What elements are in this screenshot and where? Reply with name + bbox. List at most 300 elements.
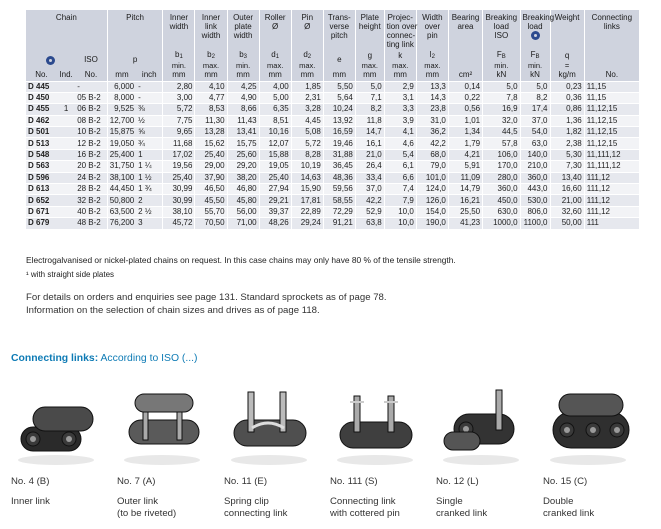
table-cell: 7,75 [163, 115, 195, 126]
table-cell: 15,88 [259, 149, 291, 160]
connecting-link-image [11, 372, 111, 472]
table-cell: D 596 [26, 172, 57, 183]
table-cell: 30,99 [163, 184, 195, 195]
table-cell: 36,45 [323, 161, 355, 172]
table-cell: 124,0 [416, 184, 448, 195]
table-cell: 63,500 [107, 206, 136, 217]
table-cell: 56,00 [227, 206, 259, 217]
table-cell: 25,50 [448, 206, 482, 217]
table-cell: 79,0 [416, 161, 448, 172]
table-cell: 0,56 [448, 104, 482, 115]
header-chain: Chain [26, 10, 107, 51]
table-cell: 106,0 [483, 149, 520, 160]
table-cell: 1000,0 [483, 218, 520, 229]
connecting-link-image [117, 372, 217, 472]
table-cell: 7,9 [384, 195, 416, 206]
table-cell: 11,43 [227, 115, 259, 126]
table-cell: 15,90 [291, 184, 323, 195]
table-cell: 48 B-2 [75, 218, 107, 229]
table-cell: 7,30 [550, 161, 584, 172]
table-cell: 58,55 [323, 195, 355, 206]
header-transverse-pitch: Trans- verse pitch [323, 10, 355, 51]
connecting-link-number: No. 12 (L) [436, 476, 479, 487]
connecting-link-image [330, 372, 430, 472]
table-cell: D 501 [26, 127, 57, 138]
table-cell: 4,6 [384, 138, 416, 149]
table-cell: 44,450 [107, 184, 136, 195]
table-cell: 111,12 [584, 184, 639, 195]
table-cell [57, 161, 75, 172]
connecting-link-number: No. 7 (A) [117, 476, 156, 487]
table-cell: 4,10 [195, 81, 227, 92]
table-cell: 26,4 [355, 161, 384, 172]
connecting-link-number: No. 4 (B) [11, 476, 50, 487]
table-cell: 42,2 [416, 138, 448, 149]
table-cell: 190,0 [416, 218, 448, 229]
table-cell: 1100,0 [520, 218, 550, 229]
table-row [26, 149, 639, 160]
unit-cell: mm [416, 70, 448, 82]
table-cell: 10 B-2 [75, 127, 107, 138]
table-cell: 11,12,15 [584, 115, 639, 126]
table-cell [57, 92, 75, 103]
table-cell: 14,7 [355, 127, 384, 138]
unit-cell: kN [483, 70, 520, 82]
table-cell: 31,750 [107, 161, 136, 172]
table-cell: 71,00 [227, 218, 259, 229]
header-inner-width: Inner width [163, 10, 195, 51]
table-cell: 31,88 [323, 149, 355, 160]
header-width-over-pin: Width over pin [416, 10, 448, 51]
unit-cell: mm [291, 70, 323, 82]
table-cell: D 671 [26, 206, 57, 217]
unit-cell: mm [227, 70, 259, 82]
table-cell: 17,4 [520, 104, 550, 115]
header-pin: Pin Ø [291, 10, 323, 51]
table-cell [57, 115, 75, 126]
table-cell: 111,12 [584, 206, 639, 217]
table-cell: 37,0 [355, 184, 384, 195]
header-inner-link-width: Inner link width [195, 10, 227, 51]
table-cell [57, 218, 75, 229]
table-cell: 1,79 [448, 138, 482, 149]
table-cell: 7,1 [355, 92, 384, 103]
table-cell: 4,77 [195, 92, 227, 103]
table-cell: D 450 [26, 92, 57, 103]
table-cell: 1 [57, 104, 75, 115]
table-cell: 2,80 [163, 81, 195, 92]
table-cell: 19,050 [107, 138, 136, 149]
table-body [26, 81, 639, 229]
table-cell: 8,53 [195, 104, 227, 115]
table-cell: 4,45 [291, 115, 323, 126]
table-cell: 5,4 [384, 149, 416, 160]
connecting-link-image [436, 372, 536, 472]
unit-cell: cm² [448, 70, 482, 82]
table-cell: 45,80 [227, 195, 259, 206]
table-cell: 50,800 [107, 195, 136, 206]
table-cell: 42,2 [355, 195, 384, 206]
table-row [26, 81, 639, 92]
table-cell: 5,91 [448, 161, 482, 172]
table-cell: 3,1 [384, 92, 416, 103]
table-cell: 5,30 [550, 149, 584, 160]
table-cell: 111,12 [584, 195, 639, 206]
table-cell: 1 ¾ [136, 184, 163, 195]
table-cell: 10,0 [384, 206, 416, 217]
connecting-link-image [224, 372, 324, 472]
table-cell: 1,36 [550, 115, 584, 126]
table-cell: 29,21 [259, 195, 291, 206]
table-row [26, 184, 639, 195]
table-cell: 13,40 [550, 172, 584, 183]
header-breaking-load-iso: Breaking load ISO [483, 10, 520, 51]
table-cell: 32,60 [550, 206, 584, 217]
table-row [26, 104, 639, 115]
table-cell: 11,30 [195, 115, 227, 126]
table-cell: 36,2 [416, 127, 448, 138]
table-cell: 1 ½ [136, 172, 163, 183]
table-cell: 3,00 [163, 92, 195, 103]
table-cell: 1,34 [448, 127, 482, 138]
table-header [26, 10, 639, 81]
table-cell: 13,3 [416, 81, 448, 92]
table-cell: 55,70 [195, 206, 227, 217]
table-cell: 37,90 [195, 172, 227, 183]
table-cell: 0,22 [448, 92, 482, 103]
table-cell: 9,525 [107, 104, 136, 115]
table-cell: 05 B-2 [75, 92, 107, 103]
connecting-link-description: Single cranked link [436, 496, 488, 519]
table-cell: 25,400 [107, 149, 136, 160]
unit-cell: kg/m [550, 70, 584, 82]
table-cell: 111 [584, 218, 639, 229]
table-cell: 06 B-2 [75, 104, 107, 115]
connecting-link-description: Connecting link with cottered pin [330, 496, 400, 519]
table-cell: 14,3 [416, 92, 448, 103]
table-cell: 11,12,15 [584, 127, 639, 138]
table-cell: 72,29 [323, 206, 355, 217]
table-cell: 450,0 [483, 195, 520, 206]
table-cell: 0,86 [550, 104, 584, 115]
connecting-link-description: Inner link [11, 496, 50, 507]
table-cell: 11,15 [584, 92, 639, 103]
unit-cell: No. [584, 70, 639, 82]
table-cell: 37,0 [520, 115, 550, 126]
table-cell: 1,82 [550, 127, 584, 138]
unit-row [26, 70, 639, 82]
table-cell: 50,00 [550, 218, 584, 229]
header-plate-height: Plate height [355, 10, 384, 51]
table-cell: 15,62 [195, 138, 227, 149]
table-cell: 48,36 [323, 172, 355, 183]
table-cell: 45,72 [163, 218, 195, 229]
table-row [26, 206, 639, 217]
table-cell: 38,10 [163, 206, 195, 217]
table-cell: 5,0 [355, 81, 384, 92]
table-row [26, 161, 639, 172]
table-cell: 32 B-2 [75, 195, 107, 206]
table-cell: 2,38 [550, 138, 584, 149]
table-cell: 154,0 [416, 206, 448, 217]
table-cell: 19,05 [259, 161, 291, 172]
table-cell: 21,00 [550, 195, 584, 206]
connecting-link-number: No. 11 (E) [224, 476, 268, 487]
table-row [26, 115, 639, 126]
table-cell: 11,68 [163, 138, 195, 149]
table-cell: 7,8 [483, 92, 520, 103]
table-cell: 38,100 [107, 172, 136, 183]
table-row [26, 172, 639, 183]
connecting-link-number: No. 111 (S) [330, 476, 378, 487]
table-cell: 16,59 [323, 127, 355, 138]
table-cell: 0,23 [550, 81, 584, 92]
info-line-2: Information on the selection of chain sizes and drives as of page 118. [26, 305, 320, 316]
table-cell: 126,0 [416, 195, 448, 206]
table-cell: 57,8 [483, 138, 520, 149]
table-cell: 14,63 [291, 172, 323, 183]
table-row [26, 127, 639, 138]
table-cell: 21,0 [355, 149, 384, 160]
table-cell: 46,50 [195, 184, 227, 195]
table-cell: 63,8 [355, 218, 384, 229]
table-cell: 8,28 [291, 149, 323, 160]
table-cell: 45,50 [195, 195, 227, 206]
table-cell: 11,09 [448, 172, 482, 183]
table-cell: 76,200 [107, 218, 136, 229]
table-cell: 33,4 [355, 172, 384, 183]
table-cell: 11,111,12 [584, 149, 639, 160]
table-cell: 20 B-2 [75, 161, 107, 172]
table-cell: 39,37 [259, 206, 291, 217]
unit-cell: mm [355, 70, 384, 82]
table-cell: 25,60 [227, 149, 259, 160]
header-connecting-links: Connecting links [584, 10, 639, 51]
table-cell: 22,89 [291, 206, 323, 217]
header-bearing-area: Bearing area [448, 10, 482, 51]
table-cell: 5,08 [291, 127, 323, 138]
table-cell: 5,72 [291, 138, 323, 149]
table-cell: 8,2 [520, 92, 550, 103]
table-cell: D 513 [26, 138, 57, 149]
table-cell: D 652 [26, 195, 57, 206]
table-cell: 1,01 [448, 115, 482, 126]
connecting-link-description: Double cranked link [543, 496, 595, 519]
table-cell: 15,875 [107, 127, 136, 138]
table-cell: 2 [136, 195, 163, 206]
connecting-link-description: Outer link (to be riveted) [117, 496, 177, 519]
table-cell: 5,0 [483, 81, 520, 92]
table-cell: D 679 [26, 218, 57, 229]
table-cell: 280,0 [483, 172, 520, 183]
table-cell: D 445 [26, 81, 57, 92]
unit-cell: mm [163, 70, 195, 82]
table-cell: 2,9 [384, 81, 416, 92]
table-cell: 17,81 [291, 195, 323, 206]
gear-icon [531, 31, 540, 40]
table-cell: 5,00 [259, 92, 291, 103]
table-cell: 3,3 [384, 104, 416, 115]
table-cell: 5,50 [323, 81, 355, 92]
table-cell: 9,65 [163, 127, 195, 138]
table-cell: 111,12 [584, 172, 639, 183]
header-pitch: Pitch [107, 10, 163, 51]
connecting-link-image [543, 372, 643, 472]
table-cell: 360,0 [520, 172, 550, 183]
table-cell: 5,72 [163, 104, 195, 115]
table-cell: 14,79 [448, 184, 482, 195]
table-cell: 63,0 [520, 138, 550, 149]
table-cell: 4,25 [227, 81, 259, 92]
table-cell: 19,56 [163, 161, 195, 172]
table-cell: 15,75 [227, 138, 259, 149]
unit-cell: mm [195, 70, 227, 82]
table-cell [57, 195, 75, 206]
header-breaking-load: Breaking load [520, 10, 550, 51]
table-cell: 16,1 [355, 138, 384, 149]
table-cell: 91,21 [323, 218, 355, 229]
table-cell: 4,1 [384, 127, 416, 138]
table-cell: ¾ [136, 138, 163, 149]
table-cell: 40 B-2 [75, 206, 107, 217]
table-cell: 68,0 [416, 149, 448, 160]
table-cell: - [75, 81, 107, 92]
table-cell: 3,28 [291, 104, 323, 115]
table-cell: 17,02 [163, 149, 195, 160]
table-cell: D 455 [26, 104, 57, 115]
unit-cell: mm [259, 70, 291, 82]
table-cell: 8,66 [227, 104, 259, 115]
table-cell: 23,8 [416, 104, 448, 115]
table-cell: 29,20 [227, 161, 259, 172]
table-cell: 25,40 [195, 149, 227, 160]
table-cell: 59,56 [323, 184, 355, 195]
table-cell: 48,26 [259, 218, 291, 229]
table-cell: 10,24 [323, 104, 355, 115]
table-cell: 530,0 [520, 195, 550, 206]
table-cell: 0,14 [448, 81, 482, 92]
unit-cell: kN [520, 70, 550, 82]
table-cell: D 462 [26, 115, 57, 126]
table-cell: 29,00 [195, 161, 227, 172]
table-cell: 16 B-2 [75, 149, 107, 160]
symbol-row: ISO p b1 min. b2 max. b3 min. d1 max. d2 max. e g max. k max. l2 max. FB min. FB min. q = [26, 51, 639, 70]
table-cell: 11,8 [355, 115, 384, 126]
table-row [26, 92, 639, 103]
table-cell: 41,23 [448, 218, 482, 229]
table-cell [57, 81, 75, 92]
table-cell: 10,0 [384, 218, 416, 229]
table-cell: 12,07 [259, 138, 291, 149]
info-line-1: For details on orders and enquiries see page 131. Standard sprockets as of page 78. [26, 292, 387, 303]
table-cell: 8,000 [107, 92, 136, 103]
table-cell: 5,64 [323, 92, 355, 103]
table-cell: 4,90 [227, 92, 259, 103]
table-cell: 13,28 [195, 127, 227, 138]
unit-cell: mm [323, 70, 355, 82]
header-weight: Weight [550, 10, 584, 51]
table-cell: 11,15 [584, 81, 639, 92]
table-cell: 24 B-2 [75, 172, 107, 183]
table-row [26, 218, 639, 229]
table-cell: 11,12,15 [584, 104, 639, 115]
table-cell: 4,21 [448, 149, 482, 160]
table-cell [57, 172, 75, 183]
table-cell: 28 B-2 [75, 184, 107, 195]
header-projection: Projec- tion over connec- ting link [384, 10, 416, 51]
table-cell: D 548 [26, 149, 57, 160]
connecting-link-description: Spring clip connecting link [224, 496, 288, 519]
connecting-link-number: No. 15 (C) [543, 476, 588, 487]
table-cell [57, 138, 75, 149]
unit-cell: mm [107, 70, 136, 82]
table-cell: 210,0 [520, 161, 550, 172]
table-cell: 443,0 [520, 184, 550, 195]
table-cell: D 563 [26, 161, 57, 172]
table-cell: 101,0 [416, 172, 448, 183]
table-cell: 12 B-2 [75, 138, 107, 149]
table-cell: 6,35 [259, 104, 291, 115]
table-cell: 8,2 [355, 104, 384, 115]
table-row [26, 195, 639, 206]
table-cell: 70,50 [195, 218, 227, 229]
table-cell: 13,92 [323, 115, 355, 126]
table-cell: 30,99 [163, 195, 195, 206]
table-cell: 25,40 [259, 172, 291, 183]
table-cell: 8,51 [259, 115, 291, 126]
unit-cell: mm [384, 70, 416, 82]
table-cell: 19,46 [323, 138, 355, 149]
table-cell [57, 149, 75, 160]
table-cell: 4,00 [259, 81, 291, 92]
table-cell: 0,36 [550, 92, 584, 103]
unit-cell: No. [75, 70, 107, 82]
table-cell: 16,60 [550, 184, 584, 195]
electro-note: Electrogalvanised or nickel-plated chains on request. In this case chains may only have 80 % of the tensile strength. [26, 255, 456, 265]
table-cell: 3 [136, 218, 163, 229]
table-cell: 170,0 [483, 161, 520, 172]
unit-cell: No. [26, 70, 57, 82]
connecting-links-heading: Connecting links: According to ISO (...) [11, 353, 198, 364]
table-cell: 12,700 [107, 115, 136, 126]
table-cell: 25,40 [163, 172, 195, 183]
table-cell: 7,4 [384, 184, 416, 195]
header-outer-plate-width: Outer plate width [227, 10, 259, 51]
table-cell: 806,0 [520, 206, 550, 217]
table-cell: 16,9 [483, 104, 520, 115]
table-cell: 6,000 [107, 81, 136, 92]
table-cell: 1 [136, 149, 163, 160]
chain-spec-table [26, 10, 639, 229]
gear-icon [46, 56, 55, 65]
table-cell: ½ [136, 115, 163, 126]
table-cell: 6,1 [384, 161, 416, 172]
table-cell: 2,31 [291, 92, 323, 103]
table-cell: 16,21 [448, 195, 482, 206]
table-cell: 1,85 [291, 81, 323, 92]
table-cell: - [136, 81, 163, 92]
table-cell: 08 B-2 [75, 115, 107, 126]
table-cell: 6,6 [384, 172, 416, 183]
table-cell: 2 ½ [136, 206, 163, 217]
table-cell: 1 ¼ [136, 161, 163, 172]
table-cell: 13,41 [227, 127, 259, 138]
unit-cell: Ind. [57, 70, 75, 82]
table-cell: 46,80 [227, 184, 259, 195]
table-cell: D 613 [26, 184, 57, 195]
table-cell: 54,0 [520, 127, 550, 138]
table-cell: 3,9 [384, 115, 416, 126]
